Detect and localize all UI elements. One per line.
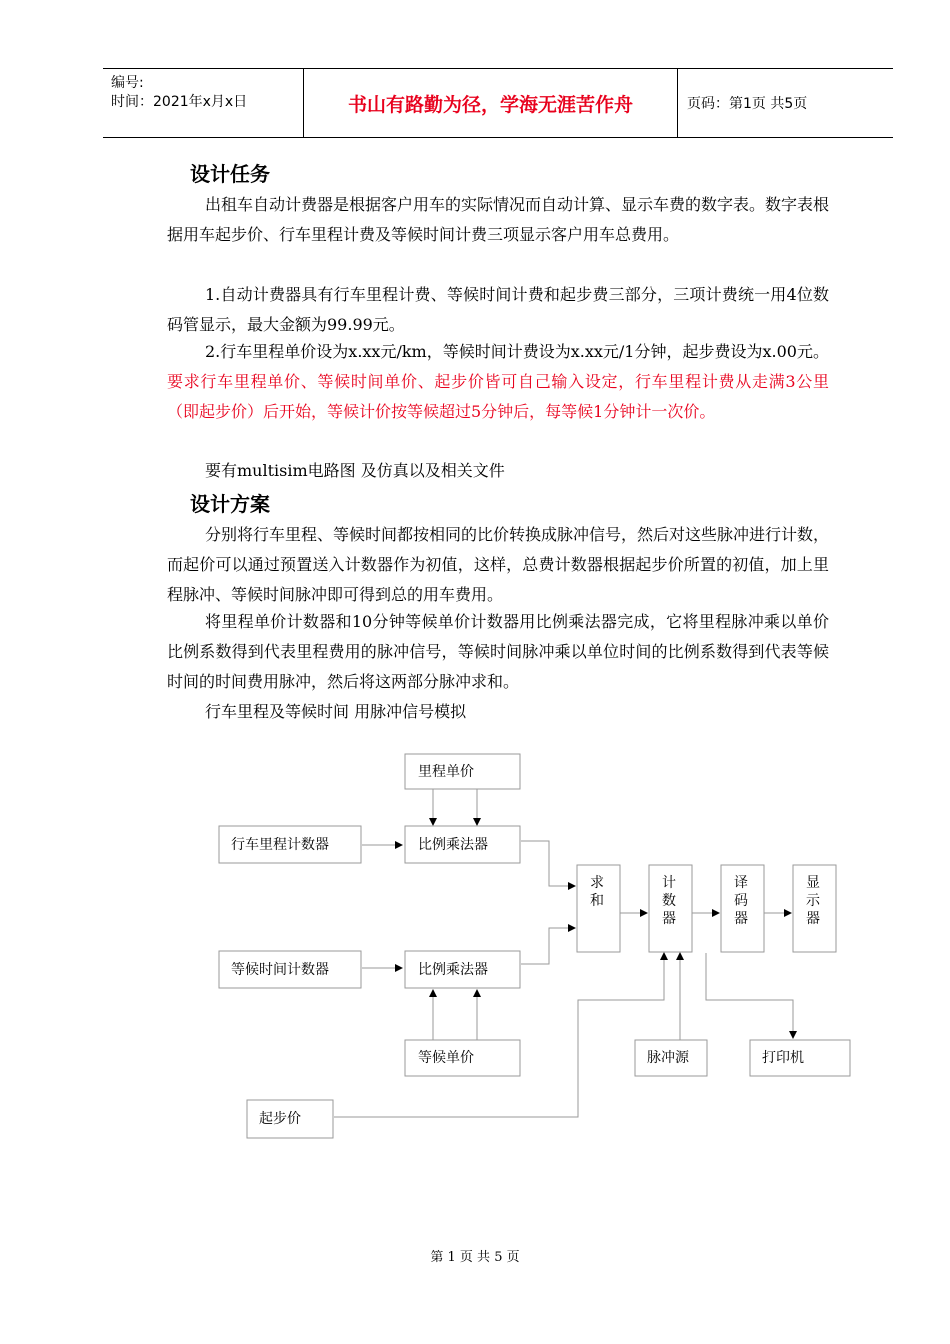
header-meta-cell xyxy=(103,69,304,137)
task-heading: 设计任务 xyxy=(190,162,270,186)
counter-label-2: 数 xyxy=(662,893,676,909)
start-price-label: 起步价 xyxy=(259,1111,301,1127)
mileage-price-label: 里程单价 xyxy=(418,764,474,780)
page-footer: 第 1 页 共 5 页 xyxy=(430,1250,520,1265)
multiplier-bottom-label: 比例乘法器 xyxy=(418,962,488,978)
sum-label-1: 求 xyxy=(590,875,604,891)
display-label-1: 显 xyxy=(806,875,820,891)
plan-heading: 设计方案 xyxy=(190,492,270,516)
mileage-counter-label: 行车里程计数器 xyxy=(231,837,329,853)
plan-paragraph-3: 行车里程及等候时间 用脉冲信号模拟 xyxy=(205,702,467,721)
plan-paragraph-2: 将里程单价计数器和10分钟等候单价计数器用比例乘法器完成，它将里程脉冲乘以单价比例系数得到代表里程费用的脉冲信号，等候时间脉冲乘以单位时间的比例系数得到代表等候时间的时间费用脉冲，然后将这两部分脉冲求和。 xyxy=(167,612,829,691)
task-paragraph-3-text: 2.行车里程单价设为x.xx元/km，等候时间计费设为x.xx元/1分钟，起步费设为x.00元。 xyxy=(205,342,829,361)
task-paragraph-2: 1.自动计费器具有行车里程计费、等候时间计费和起步费三部分，三项计费统一用4位数码管显示，最大金额为99.99元。 xyxy=(167,285,829,334)
task-paragraph-4: 要有multisim电路图 及仿真以及相关文件 xyxy=(205,461,505,480)
printer-label: 打印机 xyxy=(762,1050,804,1066)
pulse-source-label: 脉冲源 xyxy=(647,1050,689,1066)
decoder-label-3: 器 xyxy=(734,911,748,927)
task-paragraph-3 xyxy=(167,337,829,427)
display-label-2: 示 xyxy=(806,893,820,909)
task-requirement-red: 要求行车里程单价、等候时间单价、起步价皆可自己输入设定，行车里程计费从走满3公里（即起步价）后开始，等候计价按等候超过5分钟后，每等候1分钟计一次价。 xyxy=(167,372,829,421)
multiplier-top-label: 比例乘法器 xyxy=(418,837,488,853)
number-label: 编号: xyxy=(111,75,144,91)
block-diagram xyxy=(210,745,860,1145)
decoder-label-1: 译 xyxy=(734,875,748,891)
decoder-label-2: 码 xyxy=(734,893,748,909)
wait-counter-label: 等候时间计数器 xyxy=(231,962,329,978)
display-label-3: 器 xyxy=(806,911,820,927)
page-label: 页码：第1页 共5页 xyxy=(687,96,808,112)
sum-label-2: 和 xyxy=(590,893,604,909)
time-label: 时间：2021年x月x日 xyxy=(111,94,248,110)
plan-paragraph-1: 分别将行车里程、等候时间都按相同的比价转换成脉冲信号，然后对这些脉冲进行计数，而起价可以通过预置送入计数器作为初值，这样，总费计数器根据起步价所置的初值，加上里程脉冲、等候时间脉冲即可得到总的用车费用。 xyxy=(167,525,830,604)
document-header xyxy=(103,68,893,138)
diagram-connectors xyxy=(334,789,793,1117)
counter-label-3: 器 xyxy=(662,911,676,927)
motto: 书山有路勤为径，学海无涯苦作舟 xyxy=(304,69,678,137)
counter-label-1: 计 xyxy=(662,875,676,891)
wait-price-label: 等候单价 xyxy=(418,1050,474,1066)
task-paragraph-1: 出租车自动计费器是根据客户用车的实际情况而自动计算、显示车费的数字表。数字表根据用车起步价、行车里程计费及等候时间计费三项显示客户用车总费用。 xyxy=(167,195,830,244)
